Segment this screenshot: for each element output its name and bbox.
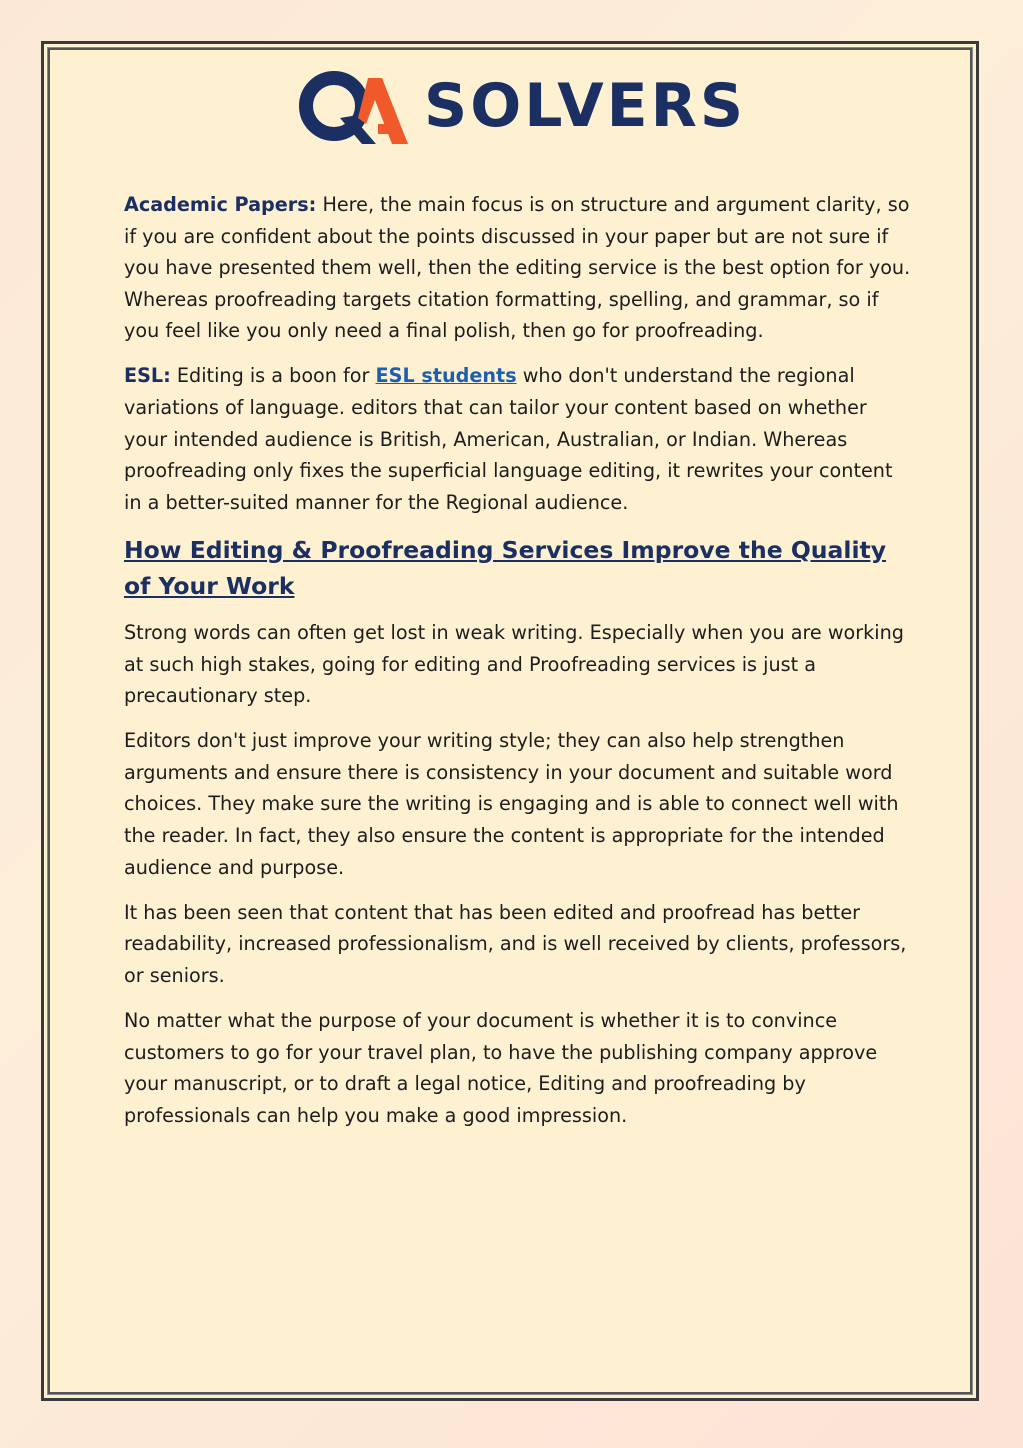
academic-papers-text: Here, the main focus is on structure and argument clarity, so if you are confident about the points discussed in your paper but are not sure if you have presented them well, then the editing service is the best option for you. Whereas proofreading targets citation formatting, spelling, and grammar, so if you feel like you only need a final polish, then go for proofreading. <box>124 193 911 343</box>
body-paragraph-3: It has been seen that content that has been edited and proofread has better readability, increased professionalism, and is well received by clients, professors, or seniors. <box>124 900 907 987</box>
page-frame <box>41 41 979 1401</box>
esl-students-link[interactable]: ESL students <box>375 364 517 388</box>
qa-solvers-logo <box>296 66 747 148</box>
esl-text-after-link: who don't understand the regional variations of language. editors that can tailor your content based on whether your intended audience is British, American, Australian, or Indian. Whereas proofreading only fixes the superficial language editing, it rewrites your content in a better-suited manner for the Regional audience. <box>124 364 893 514</box>
esl-text-before-link: Editing is a boon for <box>170 364 376 388</box>
logo-wordmark: SOLVERS <box>424 71 747 141</box>
academic-papers-paragraph <box>124 189 914 347</box>
qa-monogram-icon <box>296 66 421 148</box>
section-heading: How Editing & Proofreading Services Improve the Quality of Your Work <box>124 535 887 600</box>
body-paragraph-1: Strong words can often get lost in weak writing. Especially when you are working at such high stakes, going for editing and Proofreading services is just a precautionary step. <box>124 620 904 708</box>
academic-papers-lead: Academic Papers: <box>124 193 317 216</box>
body-paragraph-2: Editors don't just improve your writing style; they can also help strengthen arguments and ensure there is consistency in your document and suitable word choices. They make sure the writing is engaging and is able to connect well with the reader. In fact, they also ensure the content is appropriate for the intended audience and purpose. <box>124 729 899 879</box>
document-body <box>124 189 914 1145</box>
esl-paragraph <box>124 360 914 518</box>
body-paragraph-4: No matter what the purpose of your document is whether it is to convince customers to go for your travel plan, to have the publishing company approve your manuscript, or to draft a legal notice, Editing and proofreading by professionals can help you make a good impression. <box>124 1008 878 1127</box>
esl-lead: ESL: <box>124 364 171 388</box>
